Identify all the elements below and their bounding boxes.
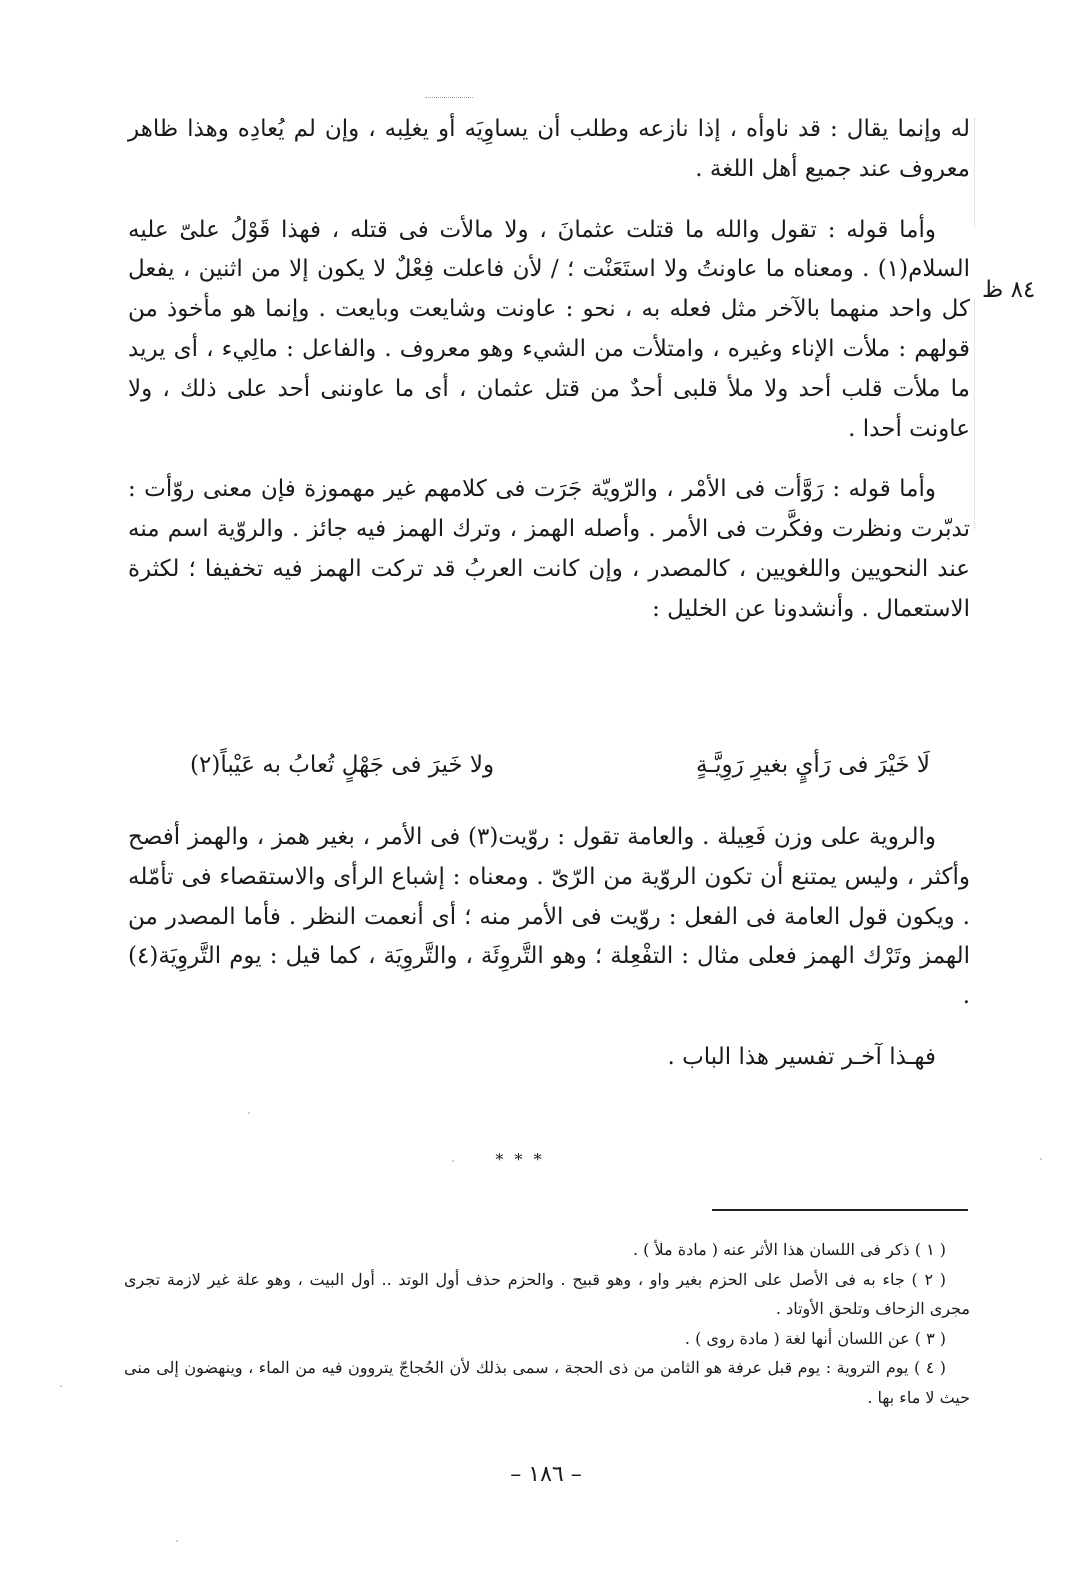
paragraph-5-text: فهـذا آخـر تفسير هذا الباب . (667, 1043, 936, 1070)
header-rule (425, 97, 473, 98)
margin-guide-line (974, 300, 975, 530)
paragraph-2-text: وأما قوله : تقول والله ما قتلت عثمانَ ، ولا مالأت فى قتله ، فهذا قَوْلُ علىّ عليه السلام(١) . ومعناه ما عاونتُ ولا استَعَنْت ؛ / لأن فاعلت فِعْلٌ لا يكون إلا من اثنين ، يفعل كل واحد منهما بالآخر مثل فعله به ، نحو : عاونت وشايعت وبايعت . وإنما هو مأخوذ من قولهم : ملأت الإناء وغيره ، وامتلأت من الشيء وهو معروف . والفاعل : مالِيء ، أى يريد ما ملأت قلب أحد ولا ملأ قلبى أحدٌ من قتل عثمان ، أى ما عاوننى أحد على ذلك ، ولا عاونت أحدا . (128, 216, 970, 442)
margin-guide-line (974, 118, 975, 228)
folio-marginal-note: ٨٤ ظ (982, 277, 1036, 303)
verse-first-hemistich: لَا خَيْرَ فى رَأيٍ بغيرِ رَوِيَّـةٍ (696, 752, 930, 778)
footnote-3-text: ( ٣ ) عن اللسان أنها لغة ( مادة روى ) . (684, 1328, 946, 1348)
scan-speck (60, 1385, 62, 1387)
scan-speck (1040, 1158, 1042, 1160)
footnote-3 (124, 1324, 970, 1354)
footnotes-block (124, 1235, 970, 1412)
footnote-rule (712, 1209, 968, 1211)
paragraph-5 (128, 1038, 970, 1078)
page-number: – ١٨٦ – (510, 1462, 582, 1487)
footnote-4-text: ( ٤ ) يوم التروية : يوم قبل عرفة هو الثامن من ذى الحجة ، سمى بذلك لأن الحُجاجّ يتروون فيه من الماء ، وينهضون إلى منى حيث لا ماء بها . (124, 1358, 970, 1407)
paragraph-4 (128, 818, 970, 1017)
paragraph-3-text: وأما قوله : رَوَّأت فى الأمْر ، والرّويّة جَرَت فى كلامهم غير مهموزة فإن معنى روّأت : تدبّرت ونظرت وفكَّرت فى الأمر . وأصله الهمز ، وترك الهمز فيه جائز . والروّية اسم منه عند النحويين واللغويين ، كالمصدر ، وإن كانت العربُ قد تركت الهمز فيه تخفيفا ؛ لكثرة الاستعمال . وأنشدونا عن الخليل : (128, 476, 971, 622)
paragraph-3 (128, 470, 970, 629)
paragraph-2 (128, 211, 970, 450)
footnote-4 (124, 1353, 970, 1412)
main-text-block-continued (128, 818, 970, 1078)
verse-second-hemistich: ولا خَيرَ فى جَهْلٍ تُعابُ به عَيْباً(٢) (190, 752, 495, 778)
scan-speck (452, 1160, 454, 1162)
poetry-verse (190, 752, 930, 792)
footnote-2 (124, 1265, 970, 1324)
scan-speck (176, 1540, 178, 1542)
footnote-2-text: ( ٢ ) جاء به فى الأصل على الحزم بغير واو ، وهو قبيح . والحزم حذف أول الوتد .. أول البيت ، وهو علة غير لازمة تجرى مجرى الزحاف وتلحق الأوتاد . (124, 1269, 970, 1318)
scan-speck (248, 1112, 250, 1114)
main-text-block (128, 110, 970, 630)
footnote-1-text: ( ١ ) ذكر فى اللسان هذا الأثر عنه ( مادة ملأ ) . (633, 1240, 946, 1259)
footnote-1 (124, 1235, 970, 1265)
paragraph-4-text: والروية على وزن فَعِيلة . والعامة تقول : روّيت(٣) فى الأمر ، بغير همز ، والهمز أفصح وأكثر ، وليس يمتنع أن تكون الروّية من الرّىّ . ومعناه : إشباع الرأى والاستقصاء فى تأمّله . ويكون قول العامة فى الفعل : روّيت فى الأمر منه ؛ أى أنعمت النظر . فأما المصدر من الهمز وتَرْك الهمز فعلى مثال : التفْعِلة ؛ وهو التَّروِئَة ، والتَّروِيَة ، كما قيل : يوم التَّروِيَة(٤) . (128, 824, 970, 1010)
section-separator: * * * (495, 1150, 545, 1169)
paragraph-1: له وإنما يقال : قد ناوأه ، إذا نازعه وطلب أن يساوِيَه أو يغلِبه ، وإن لم يُعادِه وهذا ظاهر معروف عند جميع أهل اللغة . (128, 116, 970, 182)
